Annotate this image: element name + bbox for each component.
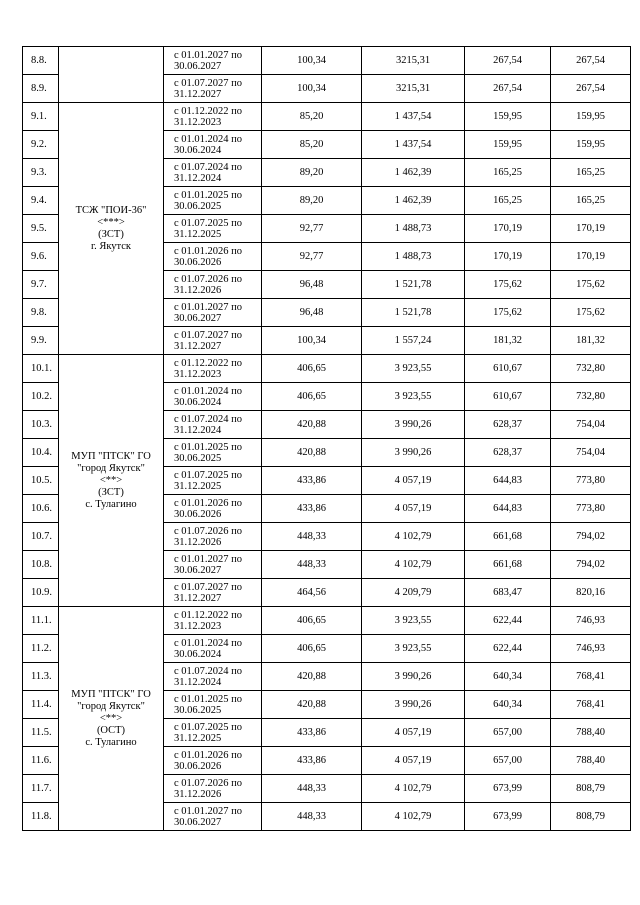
value-column-4: 768,41	[551, 663, 631, 691]
period-start: с 01.01.2027 по	[174, 805, 243, 817]
value-column-1: 92,77	[262, 243, 362, 271]
value-column-1: 406,65	[262, 355, 362, 383]
period-start: с 01.01.2024 по	[174, 133, 243, 145]
value-column-4: 768,41	[551, 691, 631, 719]
period-end: 31.12.2023	[174, 116, 222, 128]
value-column-2: 1 462,39	[362, 187, 465, 215]
organization-line: МУП "ПТСК" ГО	[71, 688, 151, 700]
value-column-4: 794,02	[551, 523, 631, 551]
value-column-1: 420,88	[262, 691, 362, 719]
value-column-4: 794,02	[551, 551, 631, 579]
value-column-3: 267,54	[465, 75, 551, 103]
row-number: 11.7.	[23, 775, 59, 803]
organization-line: <**>	[99, 712, 123, 724]
value-column-1: 89,20	[262, 159, 362, 187]
period-cell	[164, 159, 262, 187]
table-row	[23, 103, 631, 131]
value-column-4: 773,80	[551, 467, 631, 495]
value-column-3: 640,34	[465, 663, 551, 691]
period-start: с 01.12.2022 по	[174, 357, 243, 369]
value-column-3: 673,99	[465, 803, 551, 831]
row-number: 10.6.	[23, 495, 59, 523]
period-cell	[164, 439, 262, 467]
period-end: 31.12.2027	[174, 88, 222, 100]
row-number: 9.4.	[23, 187, 59, 215]
value-column-2: 1 462,39	[362, 159, 465, 187]
value-column-1: 100,34	[262, 327, 362, 355]
value-column-1: 100,34	[262, 47, 362, 75]
period-cell	[164, 411, 262, 439]
value-column-4: 808,79	[551, 775, 631, 803]
period-start: с 01.07.2025 по	[174, 217, 243, 229]
row-number: 8.8.	[23, 47, 59, 75]
period-end: 31.12.2024	[174, 676, 222, 688]
period-start: с 01.07.2025 по	[174, 469, 243, 481]
value-column-3: 622,44	[465, 607, 551, 635]
value-column-2: 4 057,19	[362, 495, 465, 523]
period-end: 31.12.2026	[174, 536, 222, 548]
period-cell	[164, 747, 262, 775]
row-number: 10.5.	[23, 467, 59, 495]
organization-cell	[59, 103, 164, 355]
value-column-2: 3215,31	[362, 47, 465, 75]
value-column-1: 92,77	[262, 215, 362, 243]
value-column-2: 4 057,19	[362, 467, 465, 495]
value-column-4: 159,95	[551, 103, 631, 131]
value-column-3: 644,83	[465, 467, 551, 495]
tariff-table	[22, 46, 631, 831]
value-column-3: 610,67	[465, 355, 551, 383]
period-cell	[164, 47, 262, 75]
organization-line: <***>	[97, 216, 125, 228]
period-cell	[164, 775, 262, 803]
value-column-2: 3 923,55	[362, 607, 465, 635]
value-column-4: 732,80	[551, 383, 631, 411]
organization-line: с. Тулагино	[85, 736, 137, 748]
table-row	[23, 47, 631, 75]
period-end: 30.06.2026	[174, 508, 222, 520]
period-cell	[164, 803, 262, 831]
value-column-1: 406,65	[262, 635, 362, 663]
period-start: с 01.01.2026 по	[174, 497, 243, 509]
value-column-3: 628,37	[465, 411, 551, 439]
value-column-4: 175,62	[551, 299, 631, 327]
value-column-3: 175,62	[465, 271, 551, 299]
row-number: 9.7.	[23, 271, 59, 299]
table-body	[23, 47, 631, 831]
row-number: 10.2.	[23, 383, 59, 411]
period-start: с 01.01.2027 по	[174, 301, 243, 313]
value-column-2: 3 923,55	[362, 355, 465, 383]
period-start: с 01.12.2022 по	[174, 609, 243, 621]
period-start: с 01.01.2025 по	[174, 441, 243, 453]
organization-line: г. Якутск	[90, 240, 132, 252]
period-cell	[164, 691, 262, 719]
value-column-3: 622,44	[465, 635, 551, 663]
period-start: с 01.07.2026 по	[174, 777, 243, 789]
row-number: 11.2.	[23, 635, 59, 663]
value-column-4: 820,16	[551, 579, 631, 607]
row-number: 10.9.	[23, 579, 59, 607]
organization-line: МУП "ПТСК" ГО	[71, 450, 151, 462]
value-column-2: 1 488,73	[362, 215, 465, 243]
value-column-1: 448,33	[262, 523, 362, 551]
value-column-4: 732,80	[551, 355, 631, 383]
period-end: 31.12.2027	[174, 340, 222, 352]
value-column-4: 170,19	[551, 215, 631, 243]
value-column-4: 267,54	[551, 75, 631, 103]
value-column-2: 1 437,54	[362, 131, 465, 159]
period-start: с 01.07.2025 по	[174, 721, 243, 733]
period-start: с 01.07.2024 по	[174, 665, 243, 677]
value-column-3: 673,99	[465, 775, 551, 803]
row-number: 11.1.	[23, 607, 59, 635]
period-end: 30.06.2027	[174, 816, 222, 828]
value-column-1: 96,48	[262, 299, 362, 327]
value-column-2: 3 990,26	[362, 663, 465, 691]
period-start: с 01.01.2024 по	[174, 637, 243, 649]
value-column-1: 420,88	[262, 411, 362, 439]
row-number: 11.4.	[23, 691, 59, 719]
value-column-3: 661,68	[465, 551, 551, 579]
period-start: с 01.07.2026 по	[174, 525, 243, 537]
organization-line: (ЗСТ)	[98, 228, 124, 240]
value-column-1: 448,33	[262, 775, 362, 803]
period-end: 30.06.2026	[174, 760, 222, 772]
value-column-2: 3215,31	[362, 75, 465, 103]
period-cell	[164, 75, 262, 103]
period-cell	[164, 663, 262, 691]
table-row	[23, 355, 631, 383]
row-number: 10.8.	[23, 551, 59, 579]
value-column-1: 85,20	[262, 103, 362, 131]
value-column-2: 4 209,79	[362, 579, 465, 607]
value-column-2: 4 102,79	[362, 551, 465, 579]
period-end: 30.06.2024	[174, 396, 222, 408]
value-column-4: 746,93	[551, 635, 631, 663]
period-cell	[164, 551, 262, 579]
value-column-3: 165,25	[465, 187, 551, 215]
organization-line: (ОСТ)	[96, 724, 126, 736]
value-column-4: 754,04	[551, 411, 631, 439]
row-number: 10.4.	[23, 439, 59, 467]
value-column-3: 170,19	[465, 243, 551, 271]
value-column-4: 181,32	[551, 327, 631, 355]
row-number: 9.6.	[23, 243, 59, 271]
value-column-4: 788,40	[551, 719, 631, 747]
row-number: 9.1.	[23, 103, 59, 131]
period-end: 31.12.2024	[174, 172, 222, 184]
value-column-4: 165,25	[551, 187, 631, 215]
value-column-3: 170,19	[465, 215, 551, 243]
period-start: с 01.07.2024 по	[174, 413, 243, 425]
period-end: 30.06.2027	[174, 60, 222, 72]
value-column-3: 657,00	[465, 747, 551, 775]
value-column-2: 3 990,26	[362, 439, 465, 467]
value-column-4: 746,93	[551, 607, 631, 635]
period-start: с 01.01.2027 по	[174, 49, 243, 61]
row-number: 9.2.	[23, 131, 59, 159]
value-column-1: 89,20	[262, 187, 362, 215]
organization-cell	[59, 607, 164, 831]
row-number: 8.9.	[23, 75, 59, 103]
value-column-3: 165,25	[465, 159, 551, 187]
period-cell	[164, 607, 262, 635]
period-cell	[164, 271, 262, 299]
period-end: 31.12.2026	[174, 284, 222, 296]
value-column-2: 4 057,19	[362, 719, 465, 747]
row-number: 11.6.	[23, 747, 59, 775]
period-start: с 01.07.2027 по	[174, 581, 243, 593]
value-column-2: 3 990,26	[362, 411, 465, 439]
period-end: 31.12.2023	[174, 368, 222, 380]
value-column-1: 96,48	[262, 271, 362, 299]
period-cell	[164, 187, 262, 215]
value-column-4: 267,54	[551, 47, 631, 75]
value-column-1: 448,33	[262, 803, 362, 831]
value-column-4: 170,19	[551, 243, 631, 271]
period-start: с 01.01.2027 по	[174, 553, 243, 565]
period-start: с 01.01.2025 по	[174, 189, 243, 201]
value-column-2: 1 437,54	[362, 103, 465, 131]
period-start: с 01.07.2024 по	[174, 161, 243, 173]
period-cell	[164, 243, 262, 271]
period-cell	[164, 719, 262, 747]
value-column-3: 683,47	[465, 579, 551, 607]
organization-line: (ЗСТ)	[98, 486, 124, 498]
value-column-1: 85,20	[262, 131, 362, 159]
period-end: 31.12.2025	[174, 228, 222, 240]
value-column-3: 628,37	[465, 439, 551, 467]
row-number: 10.3.	[23, 411, 59, 439]
period-start: с 01.01.2026 по	[174, 245, 243, 257]
row-number: 11.8.	[23, 803, 59, 831]
value-column-1: 464,56	[262, 579, 362, 607]
value-column-2: 4 057,19	[362, 747, 465, 775]
period-cell	[164, 327, 262, 355]
period-end: 30.06.2026	[174, 256, 222, 268]
value-column-4: 175,62	[551, 271, 631, 299]
period-cell	[164, 635, 262, 663]
period-start: с 01.07.2026 по	[174, 273, 243, 285]
period-cell	[164, 467, 262, 495]
period-end: 31.12.2025	[174, 732, 222, 744]
value-column-3: 159,95	[465, 131, 551, 159]
value-column-1: 420,88	[262, 439, 362, 467]
period-cell	[164, 215, 262, 243]
row-number: 11.3.	[23, 663, 59, 691]
period-end: 31.12.2025	[174, 480, 222, 492]
period-start: с 01.07.2027 по	[174, 77, 243, 89]
period-cell	[164, 355, 262, 383]
value-column-3: 610,67	[465, 383, 551, 411]
value-column-1: 406,65	[262, 607, 362, 635]
row-number: 9.3.	[23, 159, 59, 187]
row-number: 9.8.	[23, 299, 59, 327]
period-start: с 01.07.2027 по	[174, 329, 243, 341]
period-start: с 01.01.2026 по	[174, 749, 243, 761]
value-column-4: 808,79	[551, 803, 631, 831]
value-column-2: 4 102,79	[362, 775, 465, 803]
value-column-1: 420,88	[262, 663, 362, 691]
value-column-4: 159,95	[551, 131, 631, 159]
value-column-1: 100,34	[262, 75, 362, 103]
period-start: с 01.12.2022 по	[174, 105, 243, 117]
row-number: 10.1.	[23, 355, 59, 383]
organization-line: "город Якутск"	[77, 700, 145, 712]
table-row	[23, 607, 631, 635]
period-end: 31.12.2026	[174, 788, 222, 800]
value-column-4: 788,40	[551, 747, 631, 775]
value-column-3: 640,34	[465, 691, 551, 719]
period-cell	[164, 523, 262, 551]
value-column-3: 175,62	[465, 299, 551, 327]
period-cell	[164, 383, 262, 411]
value-column-2: 1 488,73	[362, 243, 465, 271]
value-column-1: 433,86	[262, 747, 362, 775]
value-column-2: 4 102,79	[362, 803, 465, 831]
period-end: 30.06.2025	[174, 704, 222, 716]
period-cell	[164, 103, 262, 131]
period-cell	[164, 579, 262, 607]
value-column-4: 773,80	[551, 495, 631, 523]
value-column-1: 433,86	[262, 495, 362, 523]
row-number: 10.7.	[23, 523, 59, 551]
value-column-2: 3 923,55	[362, 635, 465, 663]
period-cell	[164, 495, 262, 523]
period-end: 30.06.2025	[174, 200, 222, 212]
period-end: 31.12.2023	[174, 620, 222, 632]
value-column-4: 754,04	[551, 439, 631, 467]
value-column-3: 159,95	[465, 103, 551, 131]
value-column-2: 1 521,78	[362, 299, 465, 327]
period-end: 30.06.2027	[174, 312, 222, 324]
organization-line: с. Тулагино	[85, 498, 137, 510]
value-column-2: 4 102,79	[362, 523, 465, 551]
value-column-3: 661,68	[465, 523, 551, 551]
value-column-1: 406,65	[262, 383, 362, 411]
value-column-3: 267,54	[465, 47, 551, 75]
value-column-2: 3 990,26	[362, 691, 465, 719]
organization-cell	[59, 355, 164, 607]
value-column-3: 181,32	[465, 327, 551, 355]
period-cell	[164, 299, 262, 327]
value-column-1: 433,86	[262, 719, 362, 747]
organization-line: "город Якутск"	[77, 462, 145, 474]
value-column-3: 657,00	[465, 719, 551, 747]
period-cell	[164, 131, 262, 159]
value-column-3: 644,83	[465, 495, 551, 523]
row-number: 9.9.	[23, 327, 59, 355]
organization-line: <**>	[99, 474, 123, 486]
period-start: с 01.01.2024 по	[174, 385, 243, 397]
organization-line: ТСЖ "ПОИ-36"	[75, 204, 147, 216]
value-column-1: 433,86	[262, 467, 362, 495]
value-column-2: 3 923,55	[362, 383, 465, 411]
period-end: 30.06.2027	[174, 564, 222, 576]
period-end: 31.12.2024	[174, 424, 222, 436]
row-number: 9.5.	[23, 215, 59, 243]
organization-cell	[59, 47, 164, 103]
period-start: с 01.01.2025 по	[174, 693, 243, 705]
period-end: 31.12.2027	[174, 592, 222, 604]
value-column-4: 165,25	[551, 159, 631, 187]
value-column-1: 448,33	[262, 551, 362, 579]
period-end: 30.06.2024	[174, 648, 222, 660]
period-end: 30.06.2025	[174, 452, 222, 464]
value-column-2: 1 521,78	[362, 271, 465, 299]
value-column-2: 1 557,24	[362, 327, 465, 355]
row-number: 11.5.	[23, 719, 59, 747]
period-end: 30.06.2024	[174, 144, 222, 156]
